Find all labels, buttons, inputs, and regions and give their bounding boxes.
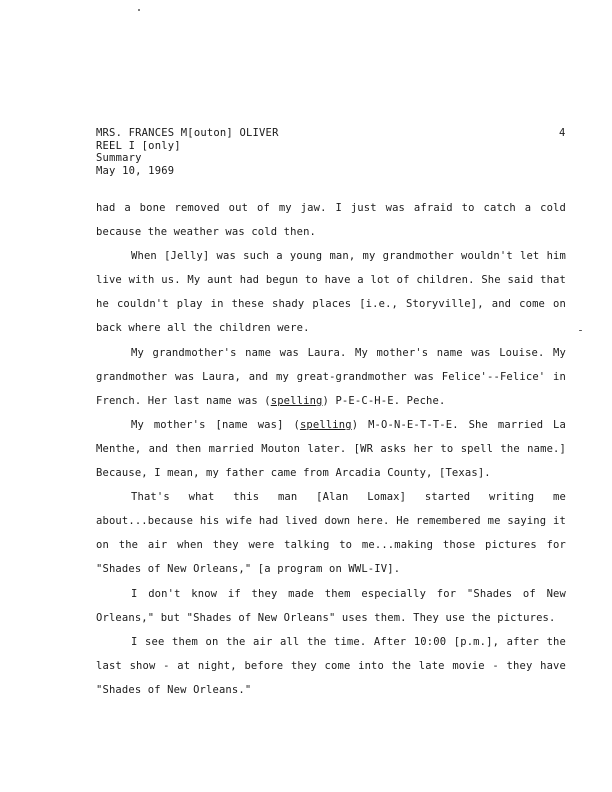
paragraph-3-text-before: My grandmother's name was Laura. My mother's name was Louise. My grandmother was Laura, and my great-grandmother was Felice'--Felice' in French. Her last name was ( — [96, 346, 566, 407]
paragraph-5: That's what this man [Alan Lomax] started writing me about...because his wife had lived down here. He remembered me saying it on the air when they were talking to me...making those pictures for "Shades of New Orleans," [a program on WWL-IV]. — [96, 491, 566, 576]
paragraph-2: When [Jelly] was such a young man, my grandmother wouldn't let him live with us. My aunt had begun to have a lot of children. She said that he couldn't play in these shady places [i.e., Storyville], and come on back where all the children were. — [96, 250, 566, 335]
paragraph-3 — [96, 341, 566, 413]
page-number: 4 — [559, 127, 566, 139]
paragraph-1: had a bone removed out of my jaw. I just was afraid to catch a cold because the weather was cold then. — [96, 202, 566, 239]
scan-speck — [138, 9, 140, 11]
interviewee-name: MRS. FRANCES M[outon] OLIVER — [96, 127, 279, 139]
scan-speck — [579, 330, 582, 331]
paragraph-3-underlined-word: spelling — [270, 394, 323, 407]
paragraph-4-underlined-word: spelling — [299, 418, 352, 431]
reel-label: REEL I [only] — [96, 139, 181, 152]
interview-date: May 10, 1969 — [96, 164, 175, 177]
document-type: Summary — [96, 152, 142, 164]
paragraph-3-text-after: ) P-E-C-H-E. Peche. — [322, 394, 446, 407]
paragraph-4-text-before: My mother's [name was] ( — [131, 418, 300, 431]
paragraph-6: I don't know if they made them especially for "Shades of New Orleans," but "Shades of New Orleans" uses them. They use the pictures. — [96, 587, 566, 624]
paragraph-4 — [96, 413, 566, 485]
paragraph-7: I see them on the air all the time. After 10:00 [p.m.], after the last show - at night, before they come into the late movie - they have "Shades of New Orleans." — [96, 635, 566, 696]
transcript-body — [96, 196, 566, 702]
document-header — [96, 127, 279, 177]
paragraph-4-text-after: ) M-O-N-E-T-T-E. She married La Menthe, and then married Mouton later. [WR asks her to spell the name.] Because, I mean, my father came from Arcadia County, [Texas]. — [96, 418, 566, 480]
